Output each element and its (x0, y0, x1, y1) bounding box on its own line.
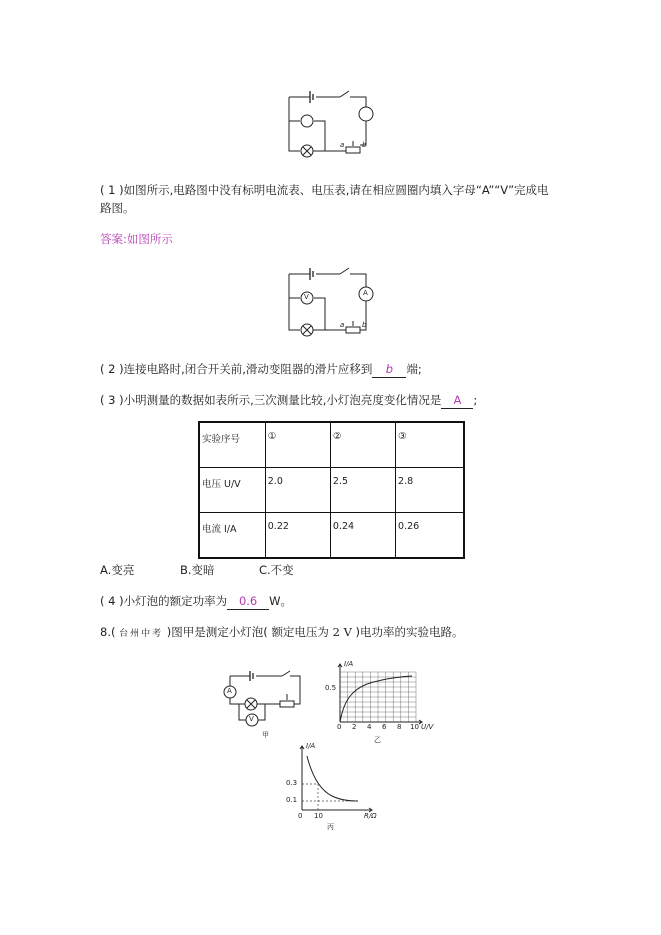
table-cell: 电流 I/A (199, 513, 265, 559)
fig-yi-x-tick: 2 (352, 723, 357, 731)
q2-text: 连接电路时,闭合开关前,滑动变阻器的滑片应移到 (123, 362, 373, 376)
q2-text-after: 端; (406, 362, 422, 376)
table-row (199, 468, 464, 513)
table-cell: 2.5 (330, 468, 395, 513)
fig-yi-x-tick: 6 (382, 723, 387, 731)
option-b: B.变暗 (180, 563, 215, 577)
table-cell: 0.22 (265, 513, 330, 559)
figure-jia-circuit (220, 668, 312, 744)
fig-yi-x-tick: 0 (337, 723, 342, 731)
figure-bing-graph (282, 742, 397, 832)
table-cell: 2.0 (265, 468, 330, 513)
q3-number: ( 3 ) (100, 393, 124, 407)
q3-text-after: ; (473, 393, 478, 407)
q4-number: ( 4 ) (100, 594, 124, 608)
figure-yi-graph (322, 660, 437, 745)
fig-yi-y-tick: 0.5 (325, 684, 337, 692)
question-8 (100, 624, 464, 642)
table-cell: 0.26 (396, 513, 464, 559)
fig-yi-x-tick: 10 (410, 723, 419, 731)
circuit2-voltmeter-label: V (304, 293, 309, 301)
question-3 (100, 392, 477, 409)
fig-bing-y-label: I/A (306, 742, 316, 750)
fig-bing-y-tick: 0.3 (286, 779, 298, 787)
question-1 (100, 182, 549, 198)
q4-text: 小灯泡的额定功率为 (123, 594, 228, 608)
fig-yi-caption: 乙 (374, 736, 381, 744)
table-cell: 电压 U/V (199, 468, 265, 513)
table-cell: 2.8 (396, 468, 464, 513)
fig-jia-caption: 甲 (262, 731, 269, 739)
fig-yi-y-label: I/A (344, 660, 354, 668)
q1-text: 如图所示,电路图中没有标明电流表、电压表,请在相应圆圈内填入字母“A”“V”完成电 (123, 183, 549, 197)
options-row (100, 562, 294, 578)
fig-bing-caption: 丙 (327, 823, 334, 831)
question-4 (100, 593, 292, 610)
option-a: A.变亮 (100, 563, 135, 577)
table-header-cell: ② (330, 422, 395, 468)
q8-text-mid: )图甲是测定小灯泡( (166, 625, 268, 639)
circuit2-label-b: b (362, 321, 367, 329)
table-header-row (199, 422, 464, 468)
table-row (199, 513, 464, 559)
fig-bing-x-label: R/Ω (364, 812, 377, 820)
fig-bing-x-tick: 10 (314, 812, 323, 820)
q8-text-end: )电功率的实验电路。 (355, 625, 464, 639)
circuit2-ammeter-label: A (363, 289, 368, 297)
question-2 (100, 361, 422, 378)
table-header-cell: ① (265, 422, 330, 468)
q3-answer-blank: A (441, 392, 473, 409)
table-header-cell: 实验序号 (199, 422, 265, 468)
answer-1: 答案:如图所示 (100, 232, 173, 246)
question-1-line2 (100, 200, 135, 216)
table-cell: 0.24 (330, 513, 395, 559)
q8-rated: 额定电压为 2 V (271, 625, 352, 639)
q2-number: ( 2 ) (100, 362, 124, 376)
table-header-cell: ③ (396, 422, 464, 468)
q8-prefix: 8.( (100, 625, 116, 639)
circuit1-label-a: a (340, 141, 345, 149)
fig-yi-x-label: U/V (421, 723, 434, 731)
option-c: C.不变 (259, 563, 294, 577)
q1-number: ( 1 ) (100, 183, 124, 197)
q1-text2: 路图。 (100, 201, 135, 215)
fig-yi-x-tick: 4 (367, 723, 372, 731)
q3-text: 小明测量的数据如表所示,三次测量比较,小灯泡亮度变化情况是 (123, 393, 442, 407)
q4-text-after: W。 (269, 594, 292, 608)
fig-jia-voltmeter-label: V (249, 715, 254, 723)
fig-bing-y-tick: 0.1 (286, 796, 298, 804)
data-table (198, 421, 465, 559)
q4-answer-blank: 0.6 (227, 593, 269, 610)
fig-yi-x-tick: 8 (397, 723, 402, 731)
circuit-diagram-2 (280, 262, 380, 342)
fig-bing-x-tick: 0 (298, 812, 303, 820)
q2-answer-blank: b (372, 361, 406, 378)
circuit-diagram-1 (280, 85, 380, 165)
q8-source: 台州中考 (119, 629, 164, 639)
circuit1-label-b: b (362, 141, 367, 149)
circuit2-label-a: a (340, 321, 345, 329)
fig-jia-ammeter-label: A (227, 687, 232, 695)
